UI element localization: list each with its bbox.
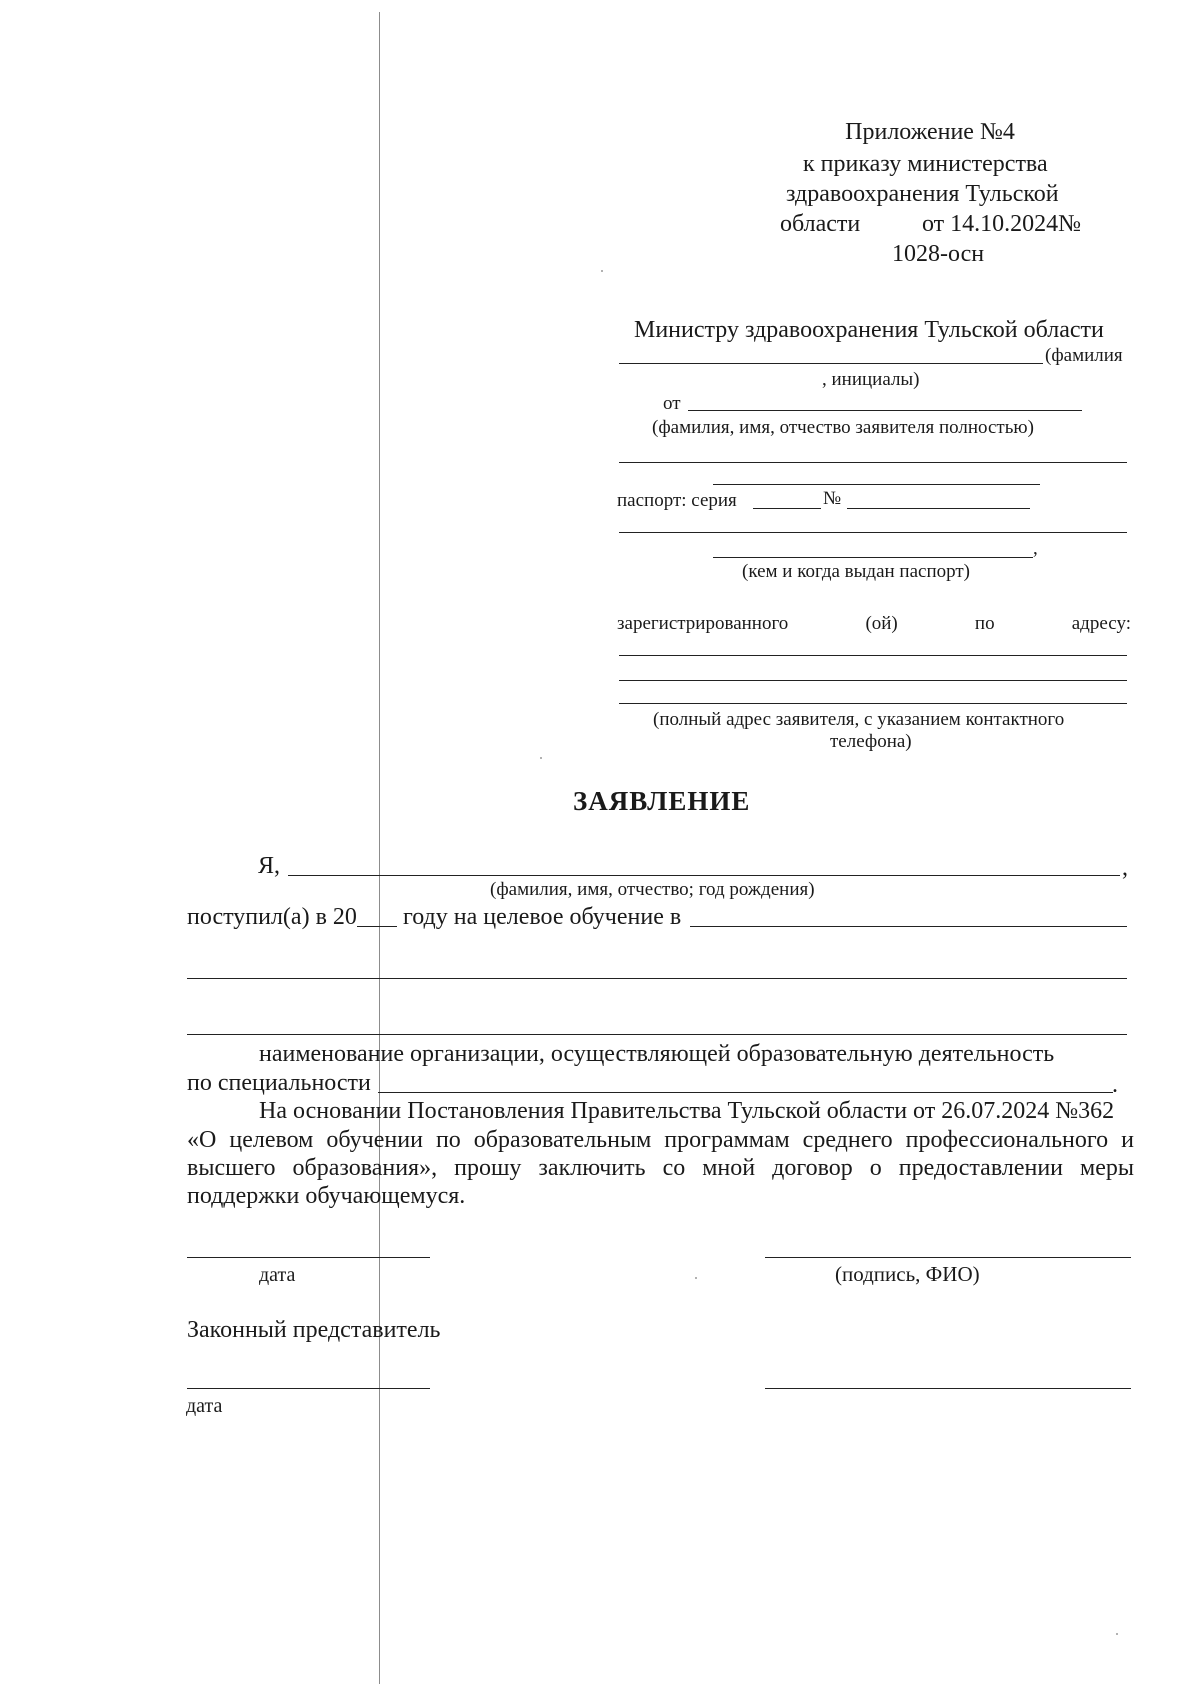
registered-suffix: (ой) xyxy=(865,613,898,634)
address-hint-line1: (полный адрес заявителя, с указанием контактного xyxy=(653,709,1065,730)
scan-speck xyxy=(601,270,603,272)
appendix-order-number: 1028-осн xyxy=(892,241,985,267)
scan-fold-line xyxy=(379,12,380,1684)
representative-date-label: дата xyxy=(186,1395,223,1417)
addressee-title: Министру здравоохранения Тульской области xyxy=(634,317,1104,343)
passport-issued-field[interactable] xyxy=(619,532,1127,533)
date-field[interactable] xyxy=(187,1257,430,1258)
passport-series-field[interactable] xyxy=(753,508,821,509)
specialty-period: . xyxy=(1112,1072,1118,1098)
appendix-region: области xyxy=(780,211,861,237)
appendix-order-date: от 14.10.2024№ xyxy=(922,211,1082,237)
registered-word: зарегистрированного xyxy=(617,613,789,634)
passport-number-label: № xyxy=(823,488,842,509)
organization-caption: наименование организации, осуществляющей образовательную деятельность xyxy=(259,1041,1055,1067)
basis-line-4: поддержки обучающемуся. xyxy=(187,1183,466,1209)
appendix-order-ref: к приказу министерства xyxy=(803,151,1048,177)
specialty-label: по специальности xyxy=(187,1070,371,1096)
address-hint-line2: телефона) xyxy=(830,731,912,752)
applicant-person-field[interactable] xyxy=(288,875,1120,876)
applicant-comma: , xyxy=(1122,855,1128,881)
applicant-fullname-hint: (фамилия, имя, отчество заявителя полностью) xyxy=(652,417,1034,438)
registered-preposition: по xyxy=(974,613,995,634)
passport-series-label: паспорт: серия xyxy=(617,490,737,511)
scan-speck xyxy=(1116,1633,1118,1635)
registered-label xyxy=(617,613,1131,635)
date-label: дата xyxy=(259,1264,296,1286)
passport-issued-field-2[interactable] xyxy=(713,557,1033,558)
initials-hint: , инициалы) xyxy=(822,369,920,390)
applicant-person-hint: (фамилия, имя, отчество; год рождения) xyxy=(490,879,815,900)
applicant-i-label: Я, xyxy=(258,853,281,879)
address-field-1[interactable] xyxy=(619,655,1127,656)
registered-address-word: адресу: xyxy=(1071,613,1131,634)
appendix-ministry: здравоохранения Тульской xyxy=(786,181,1059,207)
minister-name-field[interactable] xyxy=(619,363,1043,364)
representative-signature-field[interactable] xyxy=(765,1388,1131,1389)
surname-hint: (фамилия xyxy=(1045,345,1123,366)
organization-field-3[interactable] xyxy=(187,1034,1127,1035)
enrolled-suffix: году на целевое обучение в xyxy=(403,904,682,930)
specialty-field[interactable] xyxy=(378,1092,1113,1093)
basis-line-1: На основании Постановления Правительства Тульской области от 26.07.2024 №362 xyxy=(259,1098,1115,1124)
passport-number-field[interactable] xyxy=(847,508,1030,509)
applicant-name-field-2[interactable] xyxy=(619,462,1127,463)
basis-line-2: «О целевом обучении по образовательным программам среднего профессионального и xyxy=(187,1127,1134,1153)
enrollment-year-field[interactable] xyxy=(357,926,397,927)
enrolled-prefix: поступил(а) в 20 xyxy=(187,904,357,930)
organization-field-1[interactable] xyxy=(690,926,1127,927)
signature-label: (подпись, ФИО) xyxy=(835,1262,980,1286)
applicant-name-field-3[interactable] xyxy=(713,484,1040,485)
address-field-3[interactable] xyxy=(619,703,1127,704)
applicant-name-field[interactable] xyxy=(688,410,1082,411)
scan-speck xyxy=(695,1277,697,1279)
scan-speck xyxy=(540,757,542,759)
statement-title: ЗАЯВЛЕНИЕ xyxy=(573,786,751,816)
signature-field[interactable] xyxy=(765,1257,1131,1258)
address-field-2[interactable] xyxy=(619,680,1127,681)
appendix-number: Приложение №4 xyxy=(845,119,1015,145)
from-label: от xyxy=(663,393,681,414)
representative-label: Законный представитель xyxy=(187,1317,441,1343)
representative-date-field[interactable] xyxy=(187,1388,430,1389)
organization-field-2[interactable] xyxy=(187,978,1127,979)
passport-comma: , xyxy=(1033,538,1038,559)
basis-line-3: высшего образования», прошу заключить со мной договор о предоставлении меры xyxy=(187,1155,1134,1181)
passport-issued-hint: (кем и когда выдан паспорт) xyxy=(742,561,971,582)
